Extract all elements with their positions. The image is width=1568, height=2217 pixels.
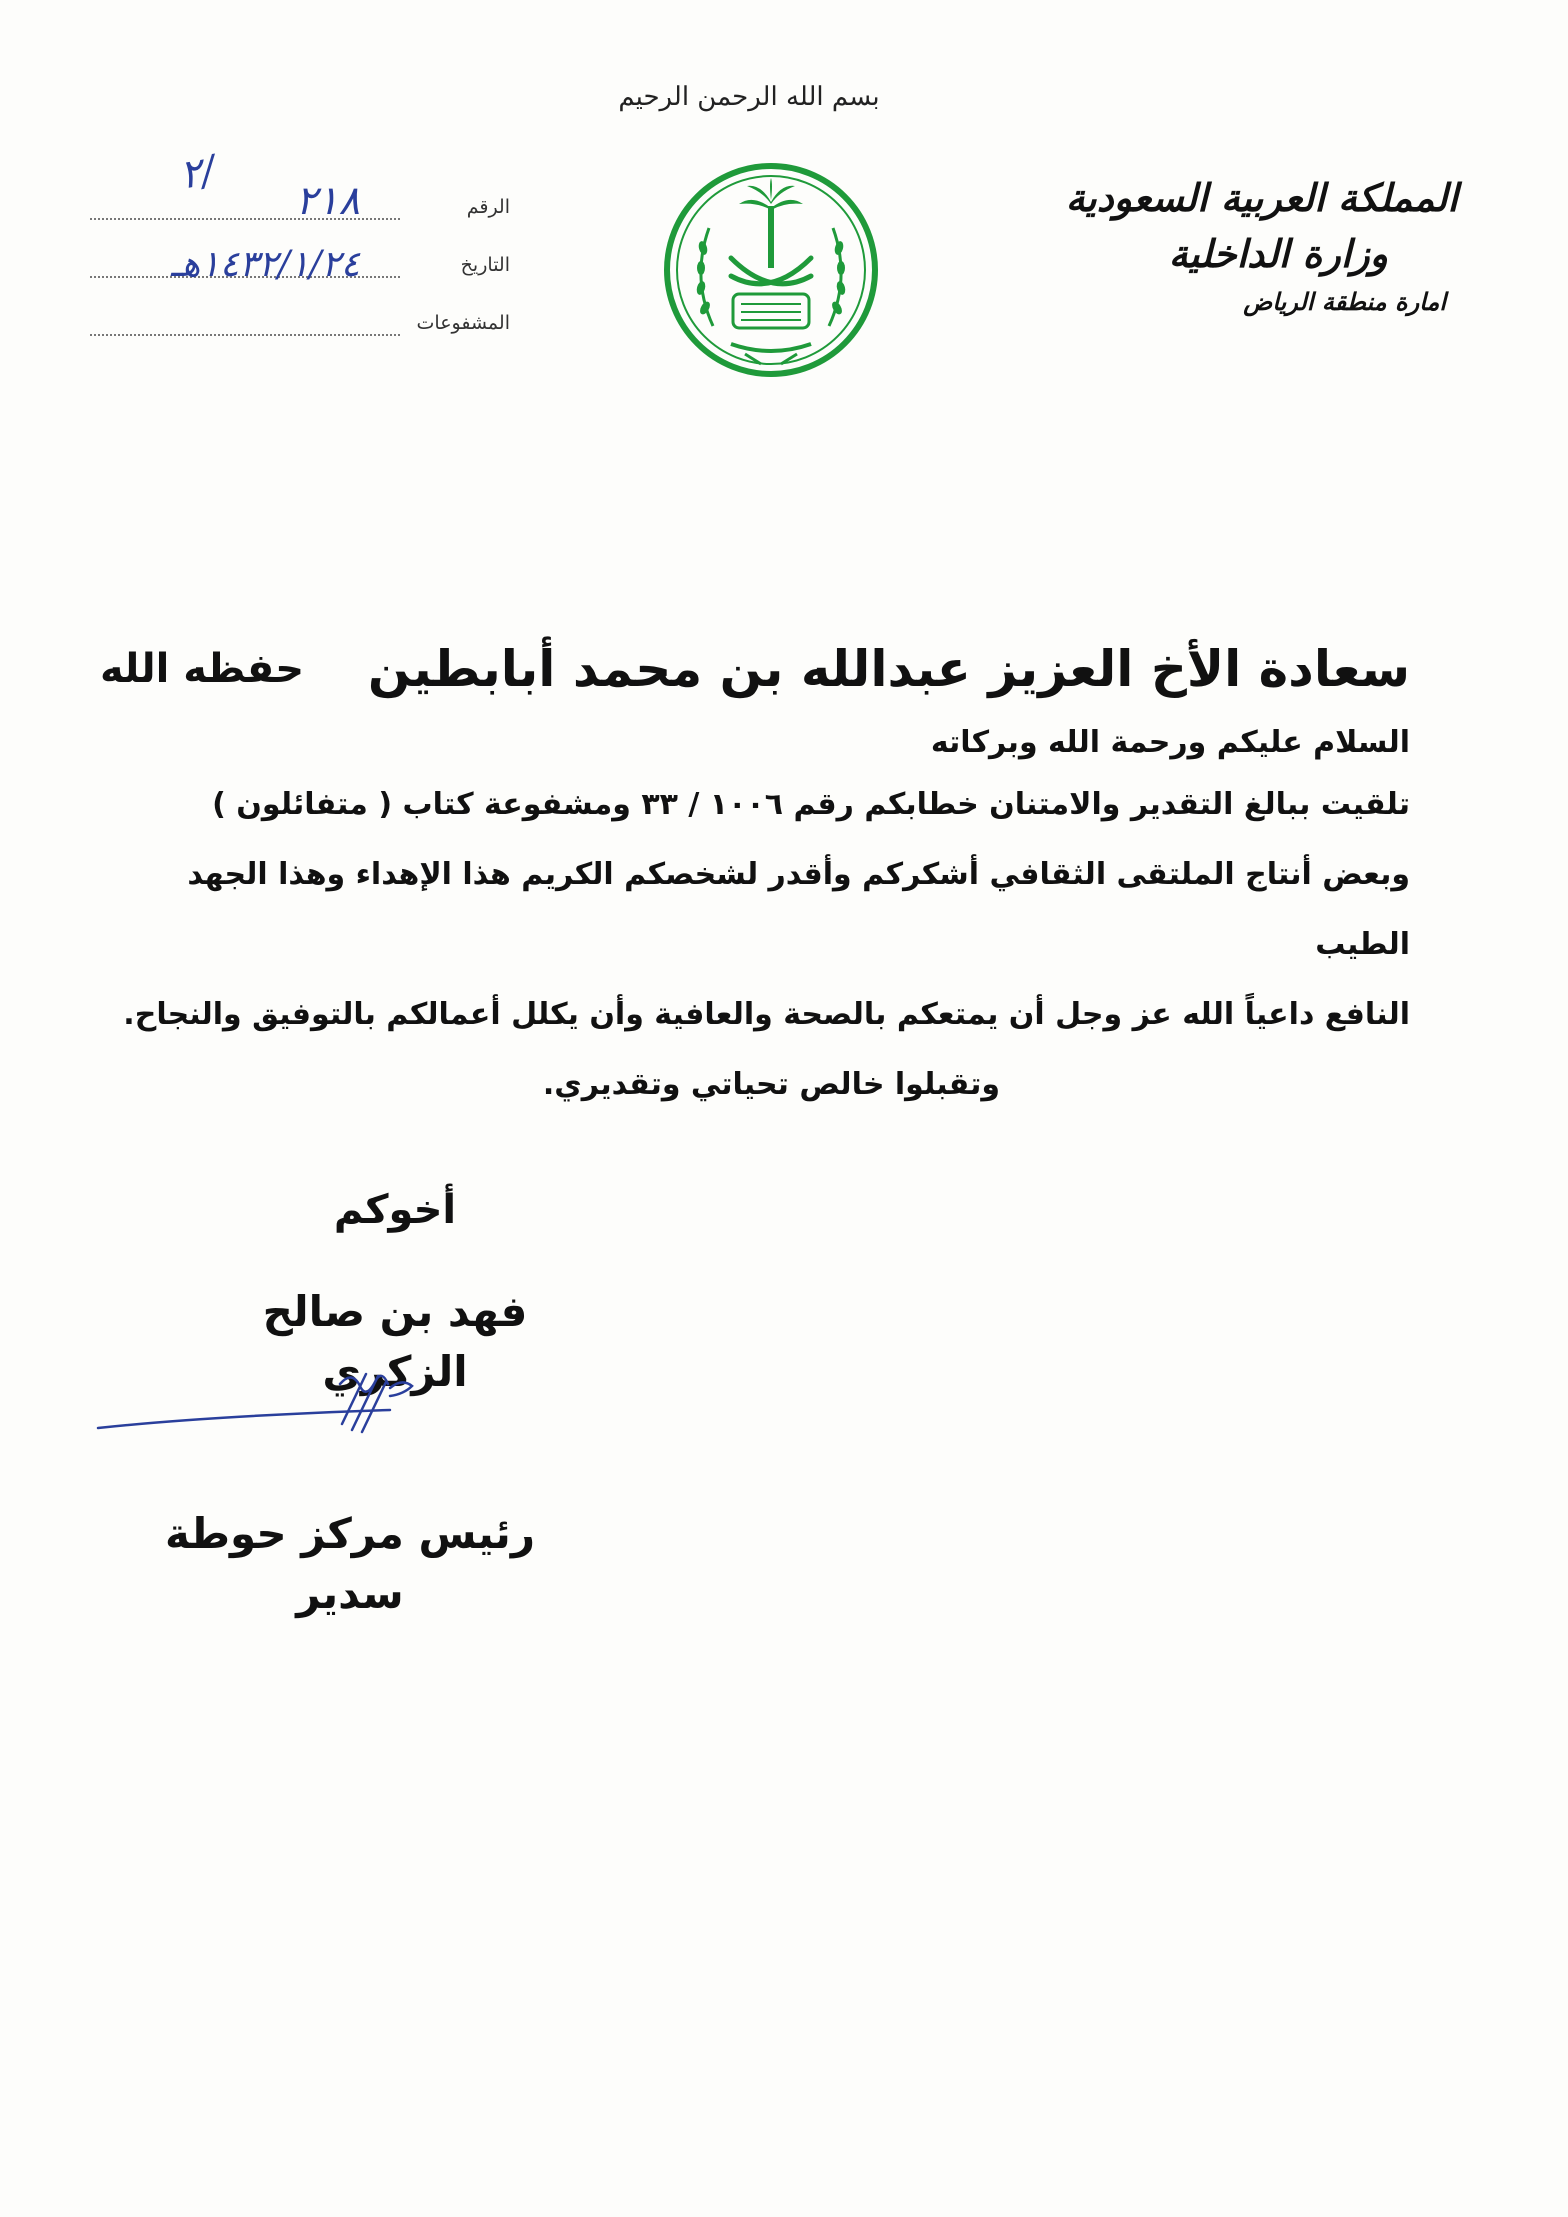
addressee-honorific: حفظه الله (100, 646, 305, 692)
kingdom-title: المملكة العربية السعودية (1065, 175, 1458, 220)
body-line: تلقيت ببالغ التقدير والامتنان خطابكم رقم ١٠٠٦ / ٣٣ ومشفوعة كتاب ( متفائلون ) (212, 787, 1410, 822)
reference-block (90, 178, 510, 364)
letterhead (1038, 170, 1458, 322)
signatory-title: رئيس مركز حوطة سدير (164, 1509, 536, 1618)
emirate-title: امارة منطقة الرياض (1243, 287, 1446, 316)
closing: وتقبلوا خالص تحياتي وتقديري. (542, 1067, 1000, 1102)
date-value: ١٤٣٢/١/٢٤هـ (170, 244, 360, 285)
date-label: التاريخ (460, 254, 510, 276)
number-value: ٢١٨ (295, 178, 360, 224)
handwritten-signature-icon (90, 1360, 470, 1450)
attachments-label: المشفوعات (416, 312, 510, 334)
basmala: بسم الله الرحمن الرحيم (618, 82, 880, 112)
number-label: الرقم (466, 196, 510, 218)
attachments-row (90, 306, 510, 364)
attachments-dots (90, 334, 400, 336)
signatory-name: فهد بن صالح الزكري (262, 1287, 528, 1396)
date-row (90, 244, 510, 306)
reference-number-row (90, 178, 510, 248)
body-line: النافع داعياً الله عز وجل أن يمتعكم بالصحة والعافية وأن يكلل أعمالكم بالتوفيق والنجاح. (123, 997, 1410, 1032)
body-line: وبعض أنتاج الملتقى الثقافي أشكركم وأقدر لشخصكم الكريم هذا الإهداء وهذا الجهد الطيب (187, 857, 1410, 962)
letter-body (100, 716, 1410, 1120)
ministry-title: وزارة الداخلية (1168, 231, 1388, 276)
saudi-emblem-icon (661, 158, 881, 386)
addressee-name: سعادة الأخ العزيز عبدالله بن محمد أبابطين (367, 640, 1410, 698)
signature-salutation: أخوكم (333, 1187, 457, 1233)
greeting: السلام عليكم ورحمة الله وبركاته (930, 725, 1410, 760)
handwritten-mark: ٢/ (176, 147, 219, 199)
